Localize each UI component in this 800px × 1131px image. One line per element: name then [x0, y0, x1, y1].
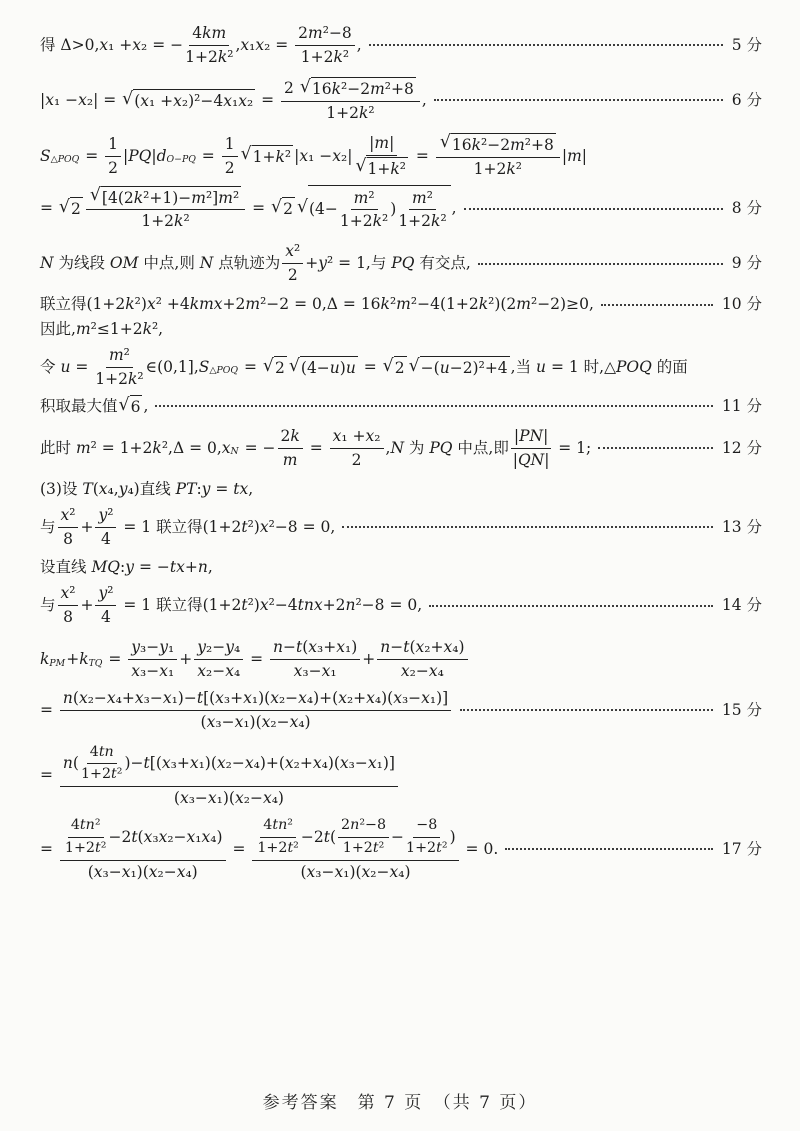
math-expression: S △POQ = $\frac{1}{2}$ |PQ|d O−PQ = $\frac{1}{2}$ √ 1+k² |x₁ −x₂| |m| √ 1+k² = √ 16k²−2m²+8 1+2k² |m| [40, 132, 588, 178]
score-label: 11 分 [721, 396, 762, 415]
formula-line [40, 557, 762, 578]
score-label: 14 分 [721, 596, 762, 615]
math-expression: 与 $\frac{\text{x²}}{8}$ + $\frac{\text{y²}}{4}$ = 1 联立得(1+2t²)x²−8 = 0, [40, 505, 336, 548]
math-expression: = $\frac{\text{4tn²}}{\text{1+2t²}}$ −2t(x₃x₂−x₁x₄) (x₃−x₁)(x₂−x₄) = $\frac{\text{4tn²}}{\text{1+2t²}}$ −2t( $\frac{\text{2n²−8}}{\text{1+2t²}}$ − $\frac{-8}{\text{1+2t²}}$ ) (x₃−x₁)(x₂−x₄) = 0. [40, 817, 499, 881]
dotted-leader [601, 304, 713, 306]
formula-line [40, 479, 762, 500]
math-expression: N 为线段 OM 中点,则 N 点轨迹为 $\frac{\text{x²}}{2}$ +y² = 1,与 PQ 有交点, [40, 242, 471, 285]
formula-line [40, 240, 762, 287]
math-expression: (3)设 T(x₄,y₄)直线 PT:y = tx, [40, 479, 254, 498]
score-label: 17 分 [721, 839, 762, 858]
formula-line [40, 395, 762, 418]
dotted-leader [478, 263, 723, 265]
math-expression: 因此,m²≤1+2k², [40, 320, 164, 339]
page-footer-text: 参考答案 第 7 页 （共 7 页） [262, 1093, 538, 1113]
formula-line [40, 319, 762, 340]
math-expression: k PM +k TQ = $\frac{\text{y₃−y₁}}{\text{x₃−x₁}}$ + $\frac{\text{y₂−y₄}}{\text{x₂−x₄}}$ = $\frac{\text{n−t(x₃+x₁)}}{\text{x₃−x₁}}$ + $\frac{\text{n−t(x₂+x₄)}}{\text{x₂−x₄}}$ [40, 636, 470, 683]
score-label: 6 分 [731, 90, 762, 109]
formula-line [40, 582, 762, 629]
score-label: 8 分 [731, 199, 762, 218]
formula-line [40, 814, 762, 883]
math-expression: 积取最大值 √ 6 , [40, 394, 149, 416]
math-expression: = √ 2 √ [4(2k²+1)−m²]m² 1+2k² = √ 2 √ (4− $\frac{\text{m²}}{\text{1+2k²}}$ ) $\frac{\text{m²}}{\text{1+2k²}}$ , [40, 185, 457, 234]
formula-line [40, 132, 762, 181]
math-expression: 此时 m² = 1+2k²,Δ = 0,x N = − $\frac{2k}{m}$ = $\frac{\text{x₁ +x₂}}{2}$ ,N 为 PQ 中点,即 $\frac{|PN|}{|QN|}$ = 1; [40, 426, 592, 469]
math-expression: 令 u = $\frac{\text{m²}}{\text{1+2k²}}$ ∈(0,1],S △POQ = √ 2 √ (4−u)u = √ 2 √ −(u−2)²+4 ,当 u = 1 时,△POQ 的面 [40, 346, 688, 388]
formula-line [40, 425, 762, 472]
score-label: 12 分 [721, 438, 762, 457]
dotted-leader [598, 447, 713, 449]
formula-line [40, 504, 762, 551]
formula-line [40, 22, 762, 69]
page-footer [0, 1088, 800, 1113]
dotted-leader [429, 605, 713, 607]
math-expression: 与 $\frac{\text{x²}}{8}$ + $\frac{\text{y²}}{4}$ = 1 联立得(1+2t²)x²−4tnx+2n²−8 = 0, [40, 584, 423, 627]
dotted-leader [369, 44, 723, 46]
dotted-leader [505, 848, 713, 850]
dotted-leader [460, 709, 713, 711]
math-expression: 设直线 MQ:y = −tx+n, [40, 558, 213, 577]
dotted-leader [155, 405, 712, 407]
math-expression: 联立得(1+2k²)x² +4kmx+2m²−2 = 0,Δ = 16k²m²−4(1+2k²)(2m²−2)≥0, [40, 295, 594, 314]
score-label: 13 分 [721, 517, 762, 536]
score-label: 15 分 [721, 701, 762, 719]
formula-line [40, 741, 762, 810]
formula-line [40, 687, 762, 734]
formula-line [40, 185, 762, 234]
score-label: 9 分 [731, 254, 762, 273]
formula-line [40, 76, 762, 125]
math-expression: 得 Δ>0,x₁ +x₂ = − $\frac{4km}{\text{1+2k²}}$ ,x₁x₂ = $\frac{\text{2m²−8}}{\text{1+2k²}}$ , [40, 24, 362, 66]
math-expression: = n( $\frac{4tn}{\text{1+2t²}}$ )−t[(x₃+x₁)(x₂−x₄)+(x₂+x₄)(x₃−x₁)] (x₃−x₁)(x₂−x₄) [40, 741, 400, 810]
score-label: 5 分 [731, 35, 762, 54]
math-expression: = $\frac{\text{n(x₂−x₄+x₃−x₁)−t[(x₃+x₁)(x₂−x₄)+(x₂+x₄)(x₃−x₁)]}}{\text{(x₃−x₁)(x₂−x₄)}}$ [40, 687, 453, 734]
score-label: 10 分 [721, 295, 762, 314]
dotted-leader [342, 526, 713, 528]
formula-line [40, 294, 762, 315]
dotted-leader [464, 208, 723, 210]
formula-line [40, 344, 762, 391]
formula-line [40, 636, 762, 683]
dotted-leader [434, 99, 723, 101]
math-expression: |x₁ −x₂| = √ (x₁ +x₂)²−4x₁x₂ = 2 √ 16k²−2m²+8 1+2k² , [40, 76, 427, 122]
